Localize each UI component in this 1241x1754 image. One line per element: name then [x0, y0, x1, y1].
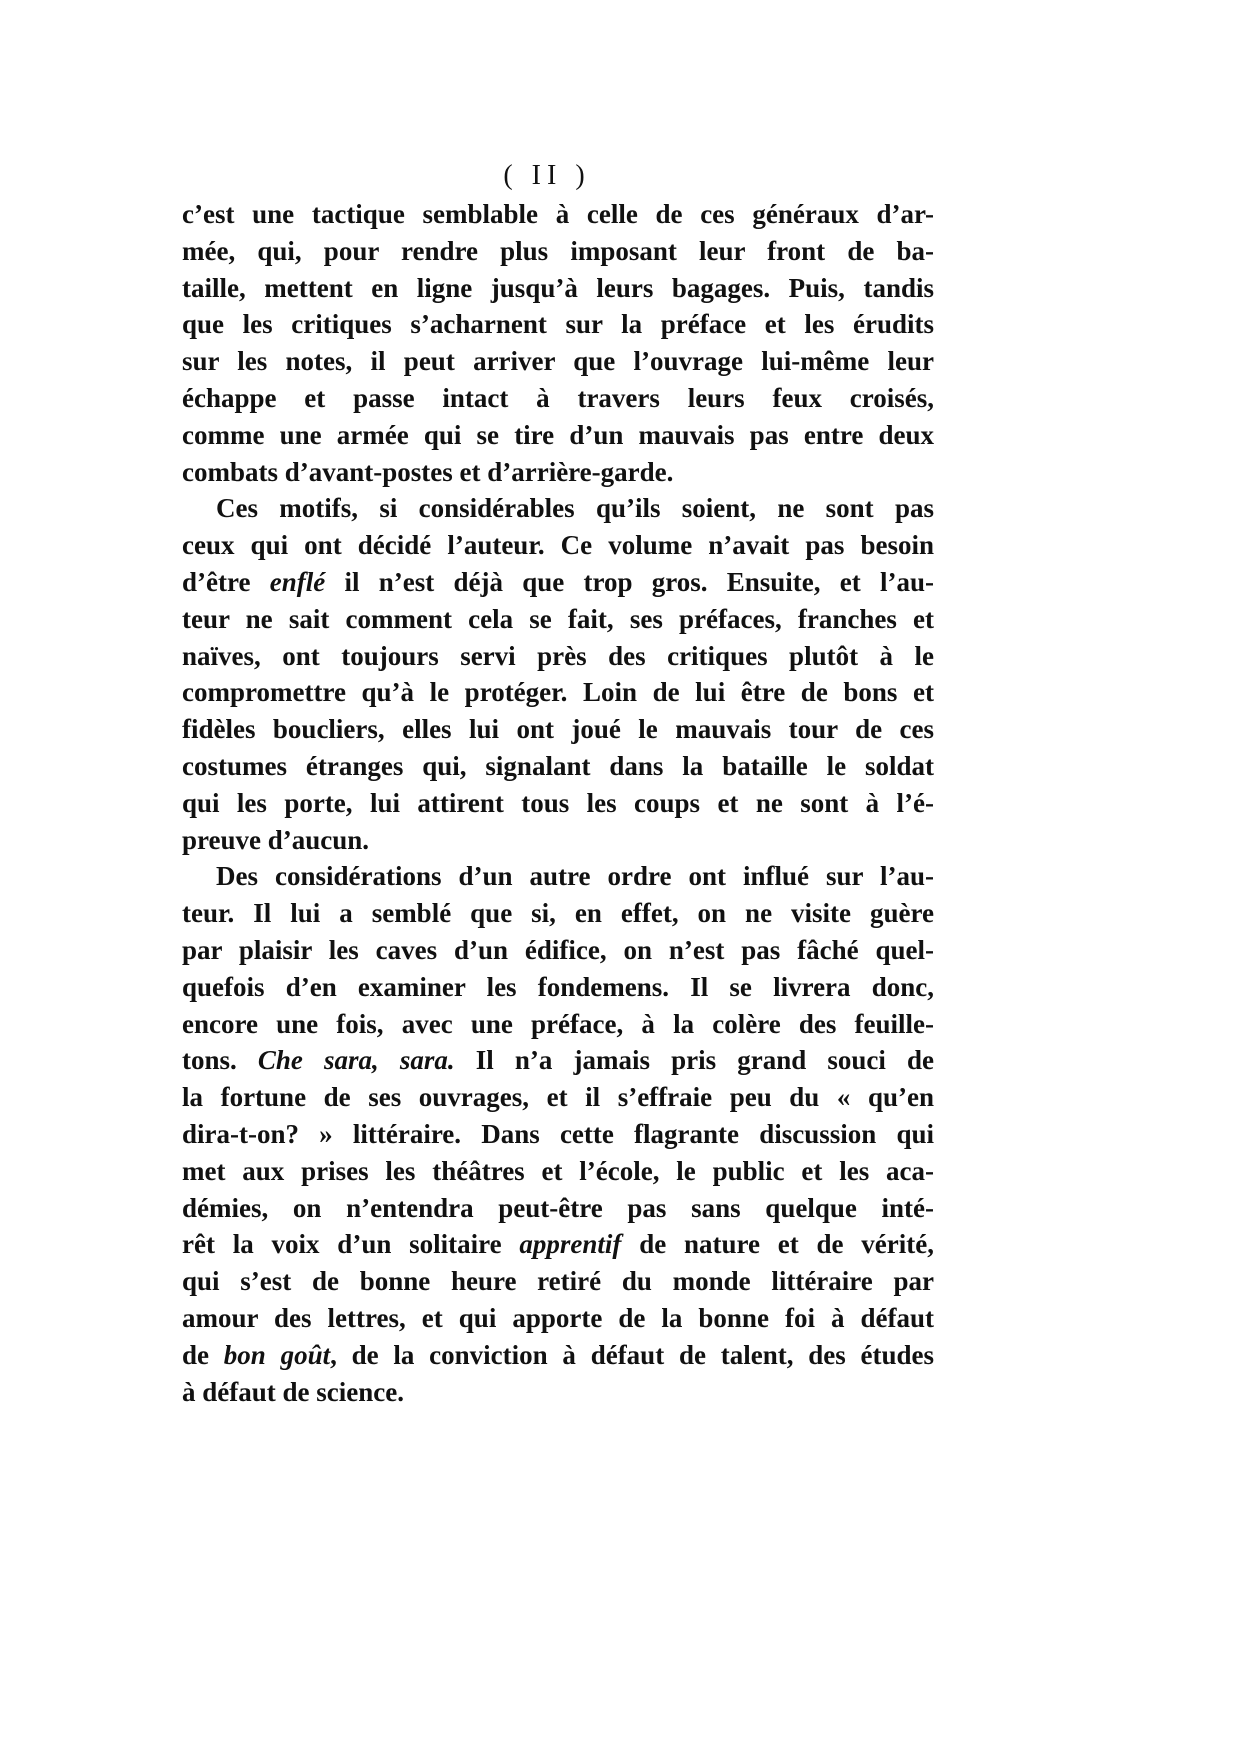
- text-segment: quefois d’en examiner les fondemens. Il se livrera donc,: [182, 971, 934, 1002]
- text-segment: par plaisir les caves d’un édifice, on n’est pas fâché quel-: [182, 934, 934, 965]
- text-segment: preuve d’aucun.: [182, 824, 370, 855]
- text-segment: que les critiques s’acharnent sur la préface et les érudits: [182, 309, 934, 340]
- text-segment: rêt la voix d’un solitaire: [182, 1229, 520, 1260]
- text-segment: la fortune de ses ouvrages, et il s’effraie peu du « qu’en: [182, 1082, 934, 1113]
- text-line: [182, 380, 934, 417]
- text-segment: compromettre qu’à le protéger. Loin de lui être de bons et: [182, 677, 934, 708]
- italic-text: enflé: [269, 566, 326, 597]
- text-line: [182, 454, 934, 491]
- text-line: [182, 1006, 934, 1043]
- text-segment: qui les porte, lui attirent tous les coups et ne sont à l’é-: [182, 787, 934, 818]
- text-line: [182, 417, 934, 454]
- text-segment: costumes étranges qui, signalant dans la bataille le soldat: [182, 750, 934, 781]
- text-segment: sur les notes, il peut arriver que l’ouvrage lui-même leur: [182, 346, 934, 377]
- text-segment: met aux prises les théâtres et l’école, le public et les aca-: [182, 1155, 934, 1186]
- text-line: [182, 233, 934, 270]
- text-segment: taille, mettent en ligne jusqu’à leurs bagages. Puis, tandis: [182, 272, 934, 303]
- text-line: [182, 601, 934, 638]
- text-segment: Ces motifs, si considérables qu’ils soient, ne sont pas: [216, 493, 934, 524]
- text-segment: comme une armée qui se tire d’un mauvais pas entre deux: [182, 419, 934, 450]
- text-segment: fidèles boucliers, elles lui ont joué le mauvais tour de ces: [182, 714, 934, 745]
- italic-text: Che sara, sara.: [257, 1045, 455, 1076]
- italic-text: apprentif: [519, 1229, 622, 1260]
- text-line: [182, 1116, 934, 1153]
- text-line: [182, 895, 934, 932]
- text-segment: d’être: [182, 566, 270, 597]
- text-line: [182, 1190, 934, 1227]
- text-line: [182, 1337, 934, 1374]
- text-line: [182, 969, 934, 1006]
- text-segment: mée, qui, pour rendre plus imposant leur front de ba-: [182, 235, 934, 266]
- body-text: [182, 196, 934, 1410]
- text-line: [182, 490, 934, 527]
- text-segment: dira-t-on? » littéraire. Dans cette flagrante discussion qui: [182, 1118, 934, 1149]
- text-segment: tons.: [182, 1045, 258, 1076]
- text-segment: encore une fois, avec une préface, à la colère des feuille-: [182, 1008, 934, 1039]
- text-segment: teur. Il lui a semblé que si, en effet, on ne visite guère: [182, 898, 934, 929]
- text-line: [182, 527, 934, 564]
- text-line: [182, 748, 934, 785]
- text-segment: Des considérations d’un autre ordre ont influé sur l’au-: [216, 861, 934, 892]
- text-segment: il n’est déjà que trop gros. Ensuite, et l’au-: [325, 566, 934, 597]
- text-line: [182, 785, 934, 822]
- text-segment: c’est une tactique semblable à celle de ces généraux d’ar-: [182, 199, 934, 229]
- text-line: [182, 1263, 934, 1300]
- text-line: [182, 858, 934, 895]
- text-segment: échappe et passe intact à travers leurs feux croisés,: [182, 382, 934, 413]
- text-line: [182, 196, 934, 233]
- text-segment: à défaut de science.: [182, 1376, 404, 1407]
- text-segment: , de la conviction à défaut de talent, des études: [330, 1339, 935, 1370]
- text-line: [182, 306, 934, 343]
- text-segment: Il n’a jamais pris grand souci de: [454, 1045, 935, 1076]
- text-line: [182, 711, 934, 748]
- text-segment: démies, on n’entendra peut-être pas sans quelque inté-: [182, 1192, 934, 1223]
- text-line: [182, 1300, 934, 1337]
- text-line: [182, 270, 934, 307]
- text-line: [182, 638, 934, 675]
- text-line: [182, 1153, 934, 1190]
- text-line: [182, 1226, 934, 1263]
- text-segment: combats d’avant-postes et d’arrière-garde.: [182, 456, 674, 487]
- text-segment: de nature et de vérité,: [621, 1229, 934, 1260]
- text-segment: amour des lettres, et qui apporte de la bonne foi à défaut: [182, 1302, 934, 1333]
- text-line: [182, 1374, 934, 1411]
- text-segment: qui s’est de bonne heure retiré du monde littéraire par: [182, 1266, 934, 1297]
- text-segment: teur ne sait comment cela se fait, ses préfaces, franches et: [182, 603, 934, 634]
- text-line: [182, 822, 934, 859]
- text-segment: naïves, ont toujours servi près des critiques plutôt à le: [182, 640, 934, 671]
- page-number: ( II ): [503, 160, 591, 191]
- text-line: [182, 1042, 934, 1079]
- text-line: [182, 1079, 934, 1116]
- italic-text: bon goût: [223, 1339, 331, 1370]
- text-line: [182, 564, 934, 601]
- text-segment: ceux qui ont décidé l’auteur. Ce volume n’avait pas besoin: [182, 530, 934, 561]
- text-line: [182, 343, 934, 380]
- text-line: [182, 674, 934, 711]
- text-segment: de: [182, 1339, 224, 1370]
- text-line: [182, 932, 934, 969]
